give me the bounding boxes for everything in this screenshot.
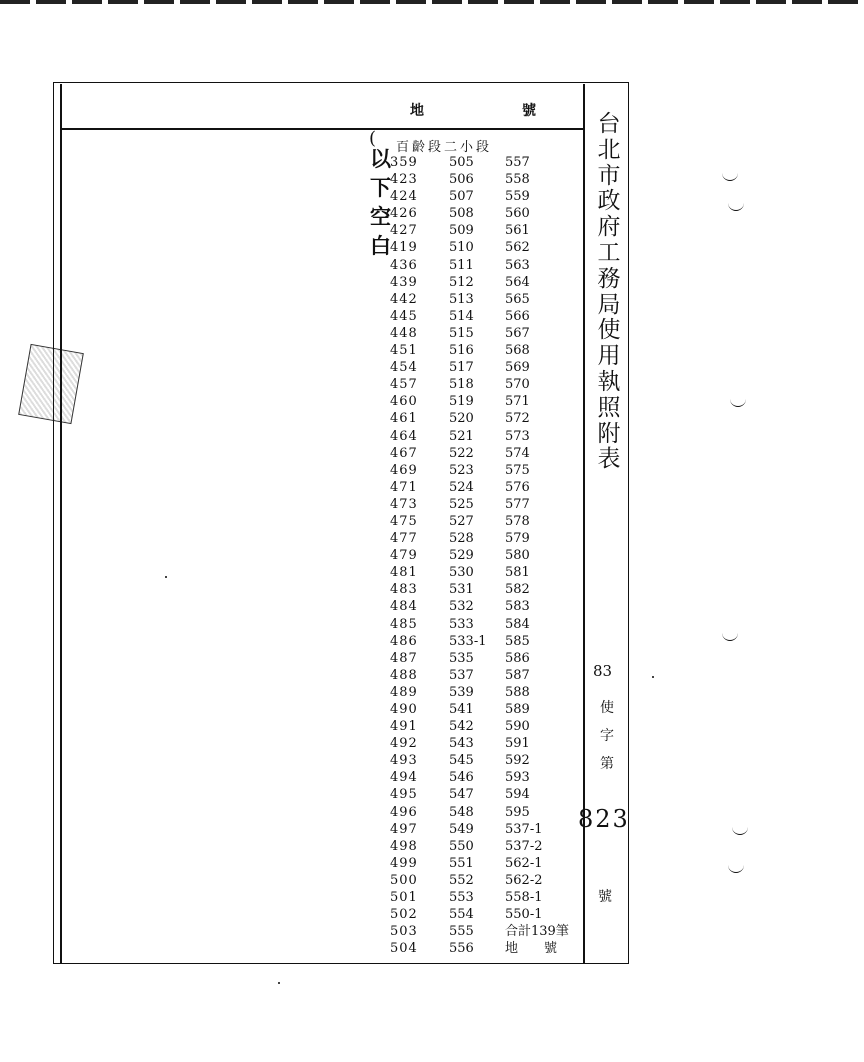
lot-number: 589 [505, 702, 530, 717]
lot-number: 577 [505, 496, 530, 512]
lot-number: 424 [390, 189, 418, 205]
lot-number: 510 [449, 240, 474, 256]
lot-number: 581 [505, 565, 530, 581]
title-char: 附 [597, 420, 621, 447]
punch-mark [722, 632, 738, 641]
lot-number: 555 [449, 924, 474, 940]
lot-number: 445 [390, 308, 418, 324]
lot-number: 451 [390, 343, 418, 359]
lot-number: 464 [390, 428, 418, 444]
lot-number: 545 [449, 753, 474, 769]
lot-number: 553 [449, 890, 474, 906]
title-char: 政 [597, 188, 621, 215]
speck [652, 676, 654, 678]
lot-number: 573 [505, 428, 530, 444]
lot-number: 426 [390, 206, 418, 222]
punch-mark [730, 398, 746, 407]
lot-number: 568 [505, 343, 530, 359]
lot-number: 481 [390, 565, 418, 581]
lot-number: 532 [449, 599, 474, 615]
lot-number: 419 [390, 240, 418, 256]
lot-number-column-3 [505, 154, 585, 957]
lot-number: 489 [390, 684, 418, 700]
license-char: 使 [600, 700, 614, 716]
lot-number: 563 [505, 257, 530, 273]
lot-number: 491 [390, 719, 418, 735]
lot-number: 552 [449, 872, 474, 888]
lot-number: 543 [449, 736, 474, 752]
lot-number: 地 號 [505, 941, 558, 957]
lot-number: 533-1 [449, 633, 487, 649]
lot-number: 460 [390, 394, 418, 410]
lot-number: 493 [390, 753, 418, 769]
section-subtitle: 百齡段二小段 [396, 140, 493, 155]
lot-number: 557 [505, 155, 530, 170]
lot-number: 509 [449, 223, 474, 239]
lot-number: 513 [449, 291, 474, 307]
lot-number: 530 [449, 565, 474, 581]
title-char: 市 [597, 162, 621, 189]
lot-number: 475 [390, 513, 418, 529]
lot-number: 522 [449, 445, 474, 461]
lot-number: 586 [505, 650, 530, 666]
lot-number: 484 [390, 599, 418, 615]
lot-number: 517 [449, 360, 474, 376]
lot-number: 528 [449, 531, 474, 547]
lot-number: 583 [505, 599, 530, 615]
lot-number: 580 [505, 548, 530, 564]
lot-number: 559 [505, 189, 530, 205]
title-char: 府 [597, 214, 621, 241]
punch-mark [728, 202, 744, 211]
lot-number: 565 [505, 291, 530, 307]
lot-number: 549 [449, 821, 474, 837]
lot-number: 525 [449, 496, 474, 512]
lot-number: 588 [505, 684, 530, 700]
lot-number: 551 [449, 855, 474, 871]
lot-number: 492 [390, 736, 418, 752]
lot-number: 448 [390, 325, 418, 341]
lot-number: 496 [390, 804, 418, 820]
lot-number-column-1 [390, 154, 430, 957]
lot-number: 520 [449, 411, 474, 427]
lot-number: 562-2 [505, 872, 543, 888]
lot-number: 547 [449, 787, 474, 803]
lot-number: 490 [390, 702, 418, 717]
lot-number: 488 [390, 667, 418, 683]
lot-number: 524 [449, 479, 474, 495]
lot-number: 542 [449, 719, 474, 735]
title-char: 照 [597, 394, 621, 421]
lot-number: 564 [505, 274, 530, 290]
lot-number: 560 [505, 206, 530, 222]
lot-number: 442 [390, 291, 418, 307]
lot-number: 518 [449, 377, 474, 393]
lot-number: 587 [505, 667, 530, 683]
lot-number: 548 [449, 804, 474, 820]
lot-number: 531 [449, 582, 474, 598]
lot-number: 457 [390, 377, 418, 393]
lot-number: 454 [390, 360, 418, 376]
lot-number: 554 [449, 907, 474, 923]
lot-number: 502 [390, 907, 418, 923]
lot-number: 499 [390, 855, 418, 871]
lot-number: 494 [390, 770, 418, 786]
license-char: 第 [600, 756, 614, 772]
punch-mark [728, 864, 744, 873]
license-year: 83 [593, 662, 613, 680]
license-char: 字 [600, 728, 614, 744]
lot-number: 537 [449, 667, 474, 683]
lot-number: 495 [390, 787, 418, 803]
lot-number: 427 [390, 223, 418, 239]
lot-number: 486 [390, 633, 418, 649]
lot-number: 533 [449, 616, 474, 632]
lot-number: 585 [505, 633, 530, 649]
title-char: 台 [597, 111, 621, 137]
title-char: 執 [597, 368, 621, 395]
title-char: 表 [597, 446, 621, 473]
header-hao: 號 [522, 103, 536, 119]
lot-number: 537-2 [505, 838, 543, 854]
lot-number: 590 [505, 719, 530, 735]
lot-number: 527 [449, 513, 474, 529]
title-char: 使 [597, 317, 621, 344]
lot-number: 501 [390, 890, 418, 906]
lot-number: 535 [449, 650, 474, 666]
lot-number: 578 [505, 513, 530, 529]
lot-number: 359 [390, 155, 418, 170]
lot-number: 461 [390, 411, 418, 427]
lot-number: 582 [505, 582, 530, 598]
lot-number: 516 [449, 343, 474, 359]
title-char: 用 [597, 343, 621, 370]
lot-number: 521 [449, 428, 474, 444]
lot-number: 567 [505, 325, 530, 341]
lot-number: 556 [449, 941, 474, 957]
lot-number: 506 [449, 172, 474, 188]
license-suffix: 號 [598, 889, 612, 905]
lot-number: 477 [390, 531, 418, 547]
title-char: 局 [597, 291, 621, 318]
lot-number: 584 [505, 616, 530, 632]
lot-number: 469 [390, 462, 418, 478]
lot-number: 511 [449, 257, 474, 273]
lot-number: 562 [505, 240, 530, 256]
title-char: 工 [597, 239, 621, 266]
lot-number: 519 [449, 394, 474, 410]
lot-number: 合計139筆 [505, 924, 569, 940]
top-scan-edge [0, 0, 864, 4]
lot-number: 529 [449, 548, 474, 564]
lot-number: 570 [505, 377, 530, 393]
lot-number: 512 [449, 274, 474, 290]
lot-number: 546 [449, 770, 474, 786]
lot-number: 423 [390, 172, 418, 188]
license-type-chars [598, 694, 616, 778]
lot-number: 487 [390, 650, 418, 666]
lot-number: 550-1 [505, 907, 543, 923]
lot-number: 497 [390, 821, 418, 837]
lot-number: 471 [390, 479, 418, 495]
lot-number: 591 [505, 736, 530, 752]
punch-mark [722, 172, 738, 181]
lot-number: 503 [390, 924, 418, 940]
header-di: 地 [410, 103, 424, 119]
lot-number: 576 [505, 479, 530, 495]
lot-number: 537-1 [505, 821, 543, 837]
lot-number: 483 [390, 582, 418, 598]
lot-number: 558-1 [505, 890, 543, 906]
blank-note-char: 白 [370, 233, 391, 258]
lot-number: 500 [390, 872, 418, 888]
lot-number: 595 [505, 804, 530, 820]
lot-number: 507 [449, 189, 474, 205]
lot-number: 467 [390, 445, 418, 461]
lot-number: 479 [390, 548, 418, 564]
open-paren: ( [369, 128, 377, 149]
lot-number: 593 [505, 770, 530, 786]
lot-number: 558 [505, 172, 530, 188]
frame-inner-line [60, 84, 62, 964]
speck [165, 576, 167, 578]
lot-number: 566 [505, 308, 530, 324]
lot-number: 498 [390, 838, 418, 854]
lot-number: 439 [390, 274, 418, 290]
header-divider [60, 128, 584, 130]
speck [278, 982, 280, 984]
title-char: 北 [597, 136, 621, 163]
lot-number: 515 [449, 325, 474, 341]
lot-number: 539 [449, 684, 474, 700]
lot-number: 541 [449, 702, 474, 717]
lot-number: 579 [505, 531, 530, 547]
blank-note-char: 下 [370, 175, 391, 200]
lot-number: 574 [505, 445, 530, 461]
document-title-vertical [595, 112, 623, 473]
lot-number: 485 [390, 616, 418, 632]
license-number: 823 [578, 805, 630, 833]
punch-mark [732, 826, 748, 835]
blank-note-char: 空 [370, 204, 391, 229]
blank-note-char: 以 [370, 146, 391, 171]
lot-number: 569 [505, 360, 530, 376]
lot-number: 504 [390, 941, 418, 957]
lot-number: 572 [505, 411, 530, 427]
title-char: 務 [597, 265, 621, 292]
lot-number: 473 [390, 496, 418, 512]
lot-number: 436 [390, 257, 418, 273]
lot-number: 592 [505, 753, 530, 769]
lot-number: 505 [449, 155, 474, 170]
lot-number: 561 [505, 223, 530, 239]
lot-number: 514 [449, 308, 474, 324]
lot-number: 571 [505, 394, 530, 410]
lot-number: 550 [449, 838, 474, 854]
lot-number-column-2 [449, 154, 499, 957]
lot-number: 523 [449, 462, 474, 478]
lot-number: 575 [505, 462, 530, 478]
lot-number: 594 [505, 787, 530, 803]
lot-number: 508 [449, 206, 474, 222]
lot-number: 562-1 [505, 855, 543, 871]
